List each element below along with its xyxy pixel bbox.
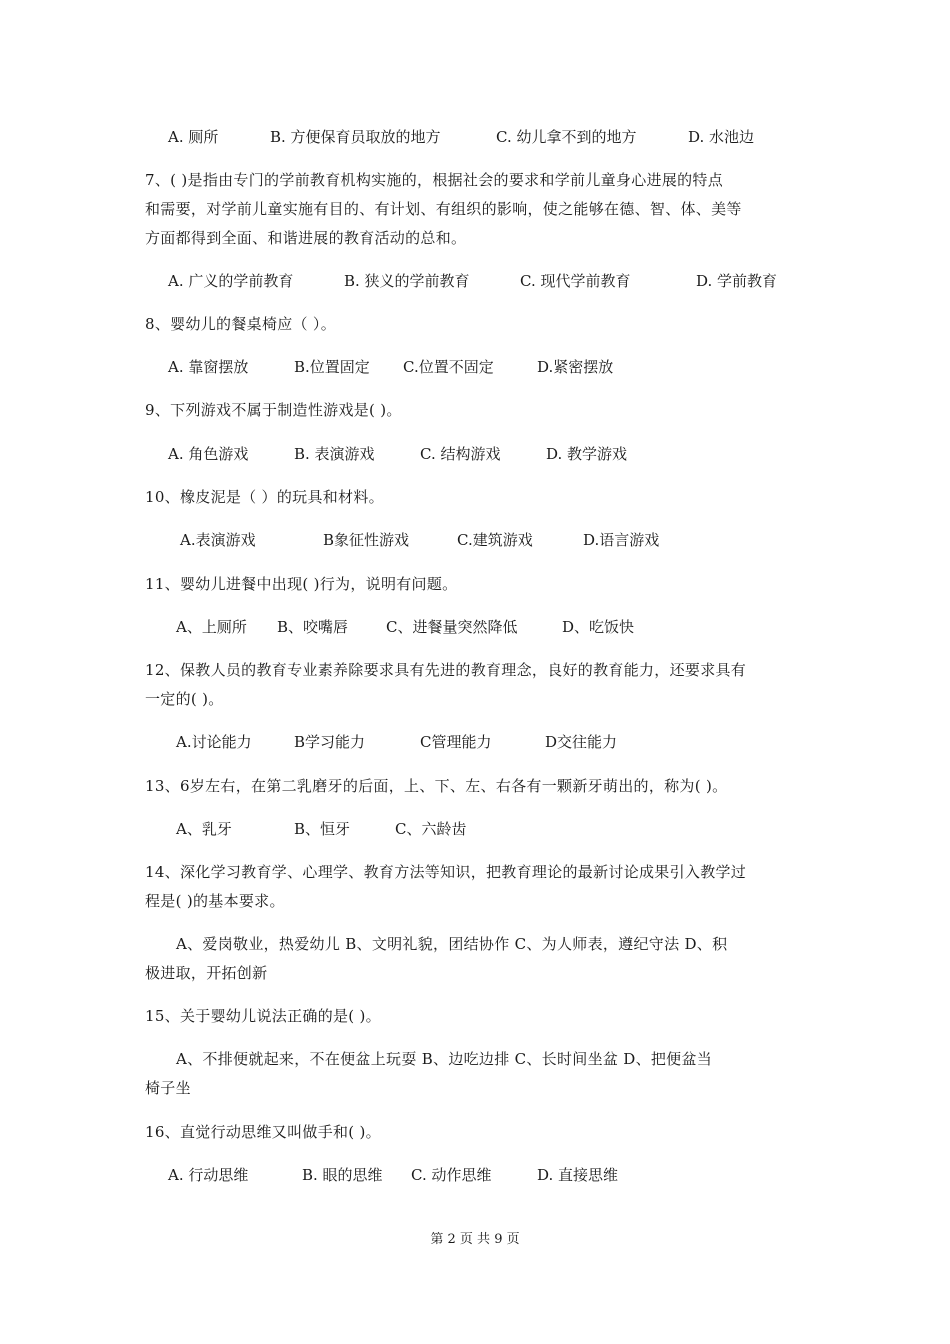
q7-stem-line-2: 和需要，对学前儿童实施有目的、有计划、有组织的影响，使之能够在德、智、体、美等 [145,200,742,218]
q14-stem-line-2: 程是( )的基本要求。 [145,892,285,910]
q8-stem: 8、婴幼儿的餐桌椅应（ ）。 [145,315,337,333]
q12-option-a: A.讨论能力 [176,733,252,751]
page-number-footer: 第 2 页 共 9 页 [430,1232,520,1247]
q13-option-c: C、六龄齿 [395,820,467,838]
q8-option-a: A. 靠窗摆放 [168,358,249,376]
q13-option-a: A、乳牙 [176,820,232,838]
q8-option-d: D.紧密摆放 [537,358,614,376]
q6-option-d: D. 水池边 [688,128,755,146]
q7-stem-line-3: 方面都得到全面、和谐进展的教育活动的总和。 [145,229,467,247]
q13-option-b: B、恒牙 [294,820,351,838]
q9-stem: 9、下列游戏不属于制造性游戏是( )。 [145,401,402,419]
q9-option-c: C. 结构游戏 [420,445,501,463]
q14-options-line-1: A、爱岗敬业，热爱幼儿 B、文明礼貌，团结协作 C、为人师表，遵纪守法 D、积 [176,935,728,953]
q15-stem: 15、关于婴幼儿说法正确的是( )。 [145,1007,381,1025]
q7-option-b: B. 狭义的学前教育 [344,272,470,290]
q12-stem-line-2: 一定的( )。 [145,690,224,708]
q7-stem-line-1: 7、( )是指由专门的学前教育机构实施的，根据社会的要求和学前儿童身心进展的特点 [145,171,724,189]
q6-option-c: C. 幼儿拿不到的地方 [496,128,637,146]
q10-option-d: D.语言游戏 [583,531,660,549]
q7-option-d: D. 学前教育 [696,272,778,290]
q7-option-c: C. 现代学前教育 [520,272,631,290]
q16-option-b: B. 眼的思维 [302,1166,383,1184]
q12-stem-line-1: 12、保教人员的教育专业素养除要求具有先进的教育理念，良好的教育能力，还要求具有 [145,661,747,679]
q14-stem-line-1: 14、深化学习教育学、心理学、教育方法等知识，把教育理论的最新讨论成果引入教学过 [145,863,747,881]
q6-option-a: A. 厕所 [168,128,219,146]
q11-stem: 11、婴幼儿进餐中出现( )行为，说明有问题。 [145,575,458,593]
q9-option-a: A. 角色游戏 [168,445,249,463]
q11-option-b: B、咬嘴唇 [277,618,349,636]
q9-option-d: D. 教学游戏 [546,445,628,463]
q11-option-a: A、上厕所 [176,618,247,636]
q14-options-line-2: 极进取，开拓创新 [145,964,268,982]
q10-option-c: C.建筑游戏 [457,531,533,549]
q6-option-b: B. 方便保育员取放的地方 [270,128,441,146]
q8-option-c: C.位置不固定 [403,358,494,376]
q9-option-b: B. 表演游戏 [294,445,375,463]
q10-option-b: B象征性游戏 [323,531,410,549]
q10-option-a: A.表演游戏 [180,531,256,549]
q15-options-line-1: A、不排便就起来，不在便盆上玩耍 B、边吃边排 C、长时间坐盆 D、把便盆当 [176,1050,713,1068]
q13-stem: 13、6岁左右，在第二乳磨牙的后面，上、下、左、右各有一颗新牙萌出的，称为( )。 [145,777,728,795]
q12-option-d: D交往能力 [545,733,618,751]
q16-option-d: D. 直接思维 [537,1166,619,1184]
q10-stem: 10、橡皮泥是（ ）的玩具和材料。 [145,488,384,506]
q12-option-b: B学习能力 [294,733,366,751]
q8-option-b: B.位置固定 [294,358,370,376]
q7-option-a: A. 广义的学前教育 [168,272,294,290]
q16-option-a: A. 行动思维 [168,1166,249,1184]
q11-option-c: C、进餐量突然降低 [386,618,518,636]
q16-option-c: C. 动作思维 [411,1166,492,1184]
q11-option-d: D、吃饭快 [562,618,635,636]
q12-option-c: C管理能力 [420,733,492,751]
q15-options-line-2: 椅子坐 [145,1079,191,1097]
q16-stem: 16、直觉行动思维又叫做手和( )。 [145,1123,381,1141]
